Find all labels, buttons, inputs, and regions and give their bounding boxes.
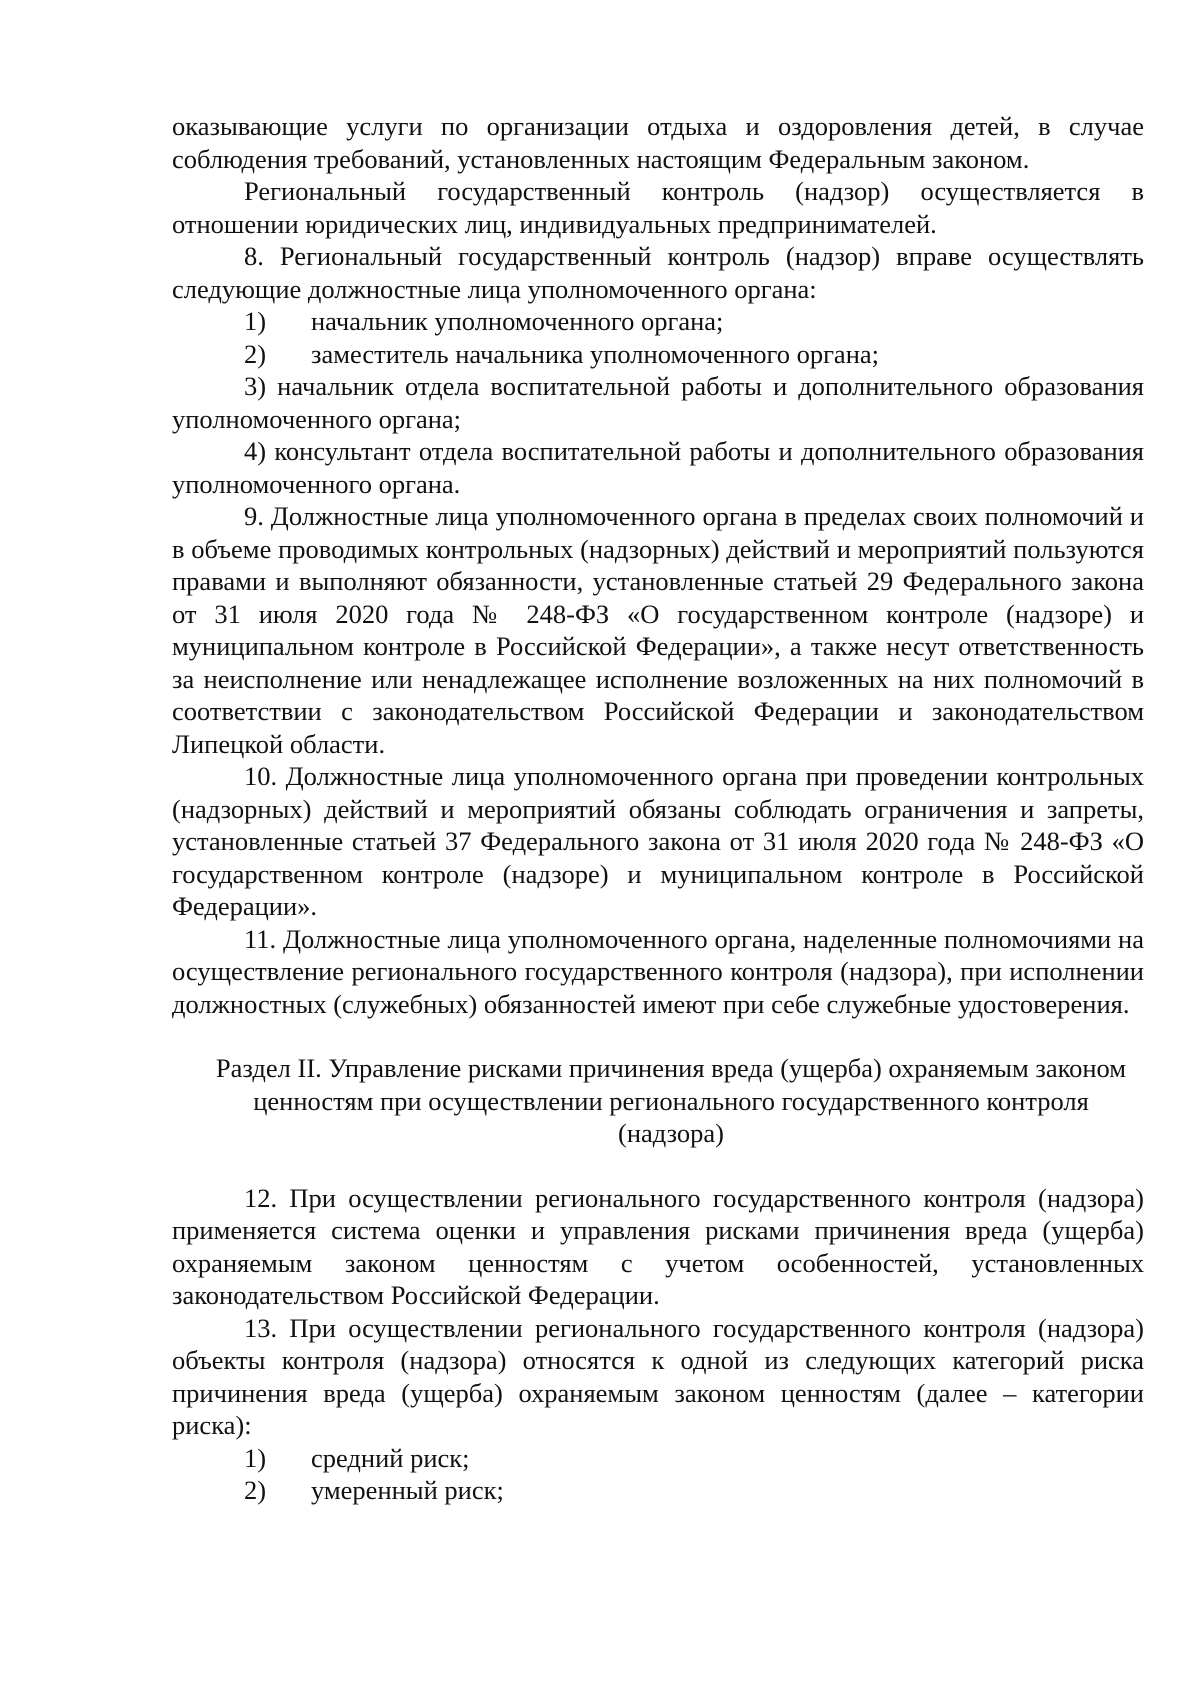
section-heading: Раздел II. Управление рисками причинения вреда (ущерба) охраняемым законом ценностям при осуществлении регионального государственного контроля (надзора) bbox=[215, 1053, 1127, 1148]
list-item-risk-1 bbox=[172, 1442, 1144, 1475]
paragraph-8: 8. Региональный государственный контроль (надзор) вправе осуществлять следующие должностные лица уполномоченного органа: bbox=[172, 241, 1144, 304]
paragraph-12: 12. При осуществлении регионального государственного контроля (надзора) применяется система оценки и управления рисками причинения вреда (ущерба) охраняемым законом ценностям с учетом особенностей, установленных законодательством Российской Федерации. bbox=[172, 1182, 1144, 1310]
paragraph-11: 11. Должностные лица уполномоченного органа, наделенные полномочиями на осуществление регионального государственного контроля (надзора), при исполнении должностных (служебных) обязанностей имеют при себе служебные удостоверения. bbox=[172, 923, 1144, 1019]
list-item-official-1 bbox=[172, 305, 1144, 338]
list-item-number: 1) bbox=[244, 1442, 267, 1473]
document-page bbox=[172, 110, 1144, 1507]
list-item-text: средний риск; bbox=[311, 1442, 470, 1473]
paragraph-13: 13. При осуществлении регионального государственного контроля (надзора) объекты контроля (надзора) относятся к одной из следующих категорий риска причинения вреда (ущерба) охраняемым законом ценностям (далее – категории риска): bbox=[172, 1312, 1144, 1440]
list-item-number: 2) bbox=[244, 338, 267, 369]
list-item-number: 2) bbox=[244, 1475, 267, 1505]
list-item-official-2 bbox=[172, 338, 1144, 371]
paragraph-continuation: оказывающие услуги по организации отдыха и оздоровления детей, в случае соблюдения требований, установленных настоящим Федеральным законом. bbox=[172, 111, 1144, 174]
list-item-official-3: 3) начальник отдела воспитательной работы и дополнительного образования уполномоченного органа; bbox=[172, 371, 1144, 434]
list-item-text: умеренный риск; bbox=[311, 1475, 504, 1505]
list-item-number: 1) bbox=[244, 306, 267, 336]
paragraph-10: 10. Должностные лица уполномоченного органа при проведении контрольных (надзорных) действий и мероприятий обязаны соблюдать ограничения и запреты, установленные статьей 37 Федерального закона от 31 июля 2020 года № 248-ФЗ «О государственном контроле (надзоре) и муниципальном контроле в Российской Федерации». bbox=[172, 761, 1144, 921]
list-item-official-4: 4) консультант отдела воспитательной работы и дополнительного образования уполномоченного органа. bbox=[172, 436, 1144, 499]
paragraph-9: 9. Должностные лица уполномоченного органа в пределах своих полномочий и в объеме проводимых контрольных (надзорных) действий и мероприятий пользуются правами и выполняют обязанности, установленные статьей 29 Федерального закона от 31 июля 2020 года № 248-ФЗ «О государственном контроле (надзоре) и муниципальном контроле в Российской Федерации», а также несут ответственность за неисполнение или ненадлежащее исполнение возложенных на них полномочий в соответствии с законодательством Российской Федерации и законодательством Липецкой области. bbox=[172, 501, 1144, 759]
list-item-risk-2 bbox=[172, 1474, 1144, 1507]
list-item-text: заместитель начальника уполномоченного органа; bbox=[311, 338, 880, 369]
list-item-text: начальник уполномоченного органа; bbox=[311, 306, 724, 336]
paragraph-regional-control-scope: Региональный государственный контроль (надзор) осуществляется в отношении юридических лиц, индивидуальных предпринимателей. bbox=[172, 176, 1144, 239]
